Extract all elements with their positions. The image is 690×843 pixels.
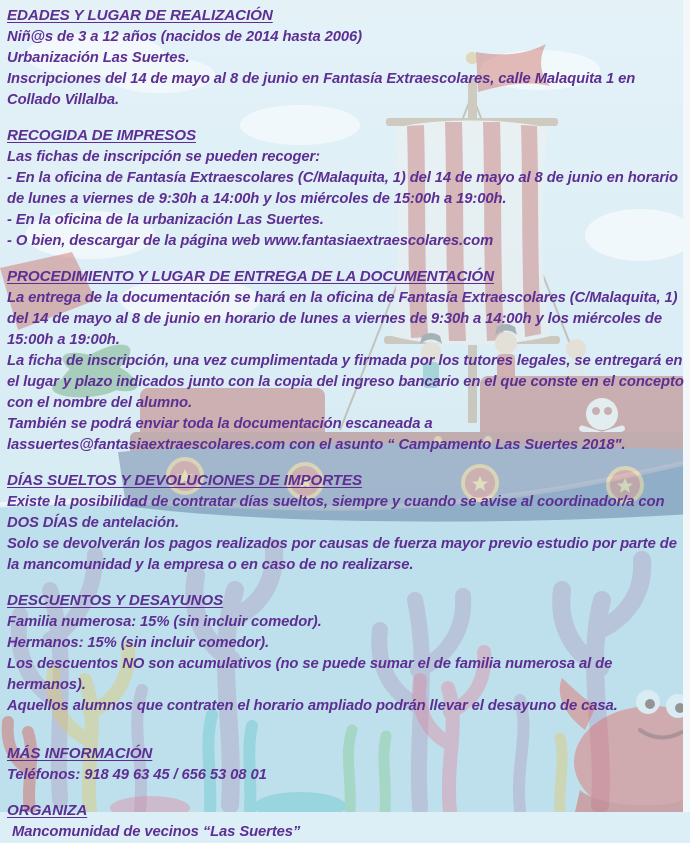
paragraph: - O bien, descargar de la página web www.fantasiaextraescolares.com	[7, 233, 494, 249]
paragraph: Existe la posibilidad de contratar días sueltos, siempre y cuando se avise al coordinador/a con DOS DÍAS de antelación.	[7, 494, 665, 531]
section-heading-dias-sueltos: DÍAS SUELTOS Y DEVOLUCIONES DE IMPORTES	[7, 472, 363, 489]
section-edades	[7, 5, 686, 111]
section-procedimiento	[7, 266, 686, 456]
paragraph: También se podrá enviar toda la documentación escaneada a lassuertes@fantasiaextraescolares.com con el asunto “ Campamento Las Suertes 2018".	[7, 416, 626, 453]
paragraph: La entrega de la documentación se hará en la oficina de Fantasía Extraescolares (C/Malaquita, 1) del 14 de mayo al 8 de junio en horario de lunes a viernes de 9:30h a 14:00h y los miércoles de 15:00h a 19:00h.	[7, 290, 678, 348]
section-heading-procedimiento: PROCEDIMIENTO Y LUGAR DE ENTREGA DE LA DOCUMENTACIÓN	[7, 268, 495, 285]
section-organiza	[7, 800, 686, 843]
paragraph: - En la oficina de Fantasía Extraescolares (C/Malaquita, 1) del 14 de mayo al 8 de junio en horario de lunes a viernes de 9:30h a 14:00h y los miércoles de 15:00h a 19:00h.	[7, 170, 678, 207]
section-heading-organiza: ORGANIZA	[7, 802, 88, 819]
section-heading-descuentos: DESCUENTOS Y DESAYUNOS	[7, 592, 224, 609]
paragraph: Las fichas de inscripción se pueden recoger:	[7, 149, 321, 165]
paragraph: Urbanización Las Suertes.	[7, 50, 190, 66]
organizer-name: Mancomunidad de vecinos “Las Suertes”	[12, 824, 301, 840]
section-dias-sueltos	[7, 470, 686, 576]
paragraph: Solo se devolverán los pagos realizados por causas de fuerza mayor previo estudio por parte de la mancomunidad y la empresa o en caso de no realizarse.	[7, 536, 677, 573]
section-heading-recogida: RECOGIDA DE IMPRESOS	[7, 127, 196, 144]
section-mas-informacion	[7, 743, 686, 786]
paragraph: Hermanos: 15% (sin incluir comedor).	[7, 635, 269, 651]
paragraph: Los descuentos NO son acumulativos (no se puede sumar el de familia numerosa al de hermanos).	[7, 656, 613, 693]
section-heading-mas-informacion: MÁS INFORMACIÓN	[7, 745, 153, 762]
paragraph: La ficha de inscripción, una vez cumplimentada y firmada por los tutores legales, se entregará en el lugar y plazo indicados junto con la copia del ingreso bancario en el que conste en el concepto con el nombre del alumno.	[7, 353, 684, 411]
paragraph: Niñ@s de 3 a 12 años (nacidos de 2014 hasta 2006)	[7, 29, 362, 45]
paragraph: Aquellos alumnos que contraten el horario ampliado podrán llevar el desayuno de casa.	[7, 698, 618, 714]
section-recogida	[7, 125, 686, 252]
section-descuentos	[7, 590, 686, 717]
paragraph: Inscripciones del 14 de mayo al 8 de junio en Fantasía Extraescolares, calle Malaquita 1 en Collado Villalba.	[7, 71, 636, 108]
paragraph: - En la oficina de la urbanización Las Suertes.	[7, 212, 324, 228]
phone-numbers: Teléfonos: 918 49 63 45 / 656 53 08 01	[7, 767, 267, 783]
section-heading-edades: EDADES Y LUGAR DE REALIZACIÓN	[7, 7, 273, 24]
paragraph: Familia numerosa: 15% (sin incluir comedor).	[7, 614, 322, 630]
